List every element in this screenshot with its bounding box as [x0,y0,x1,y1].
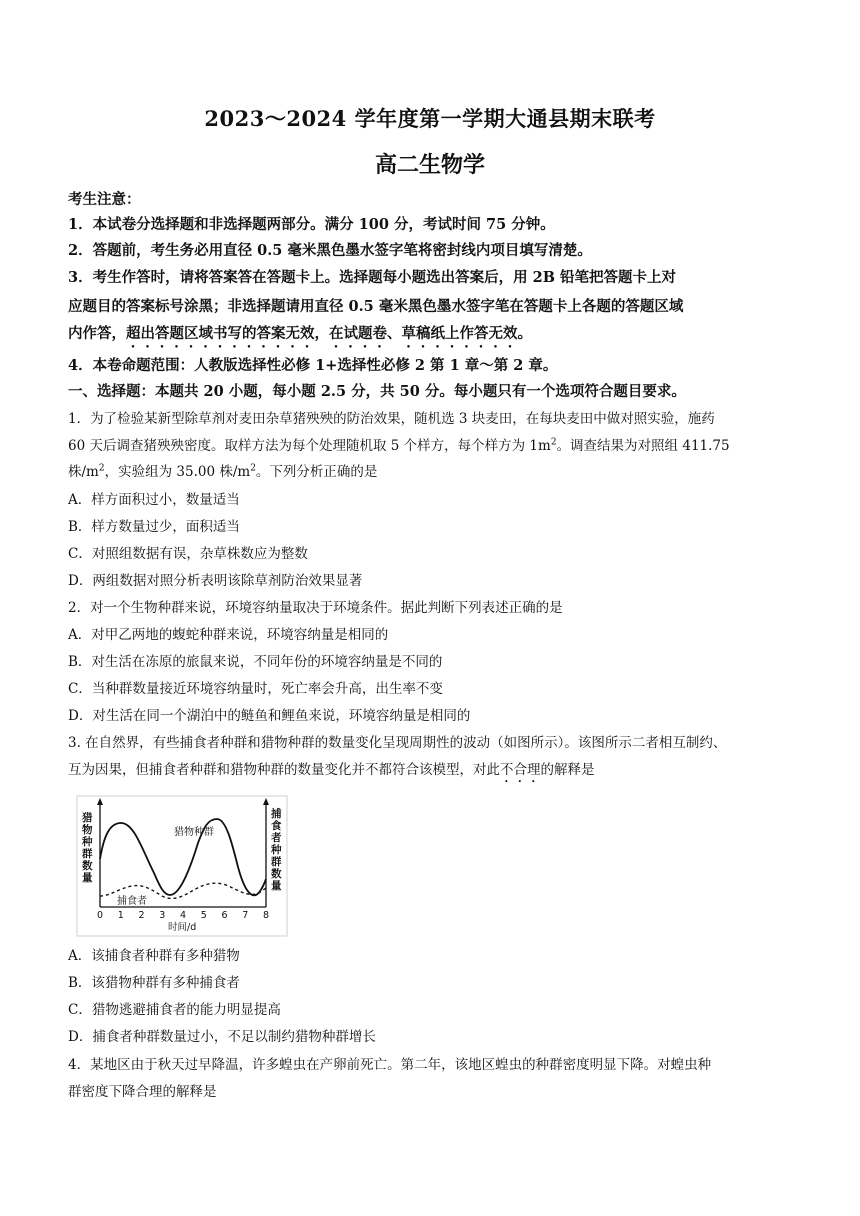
notice-item-1: 1．本试卷分选择题和非选择题两部分。满分 100 分，考试时间 75 分钟。 [68,216,555,233]
exam-subject: 高二生物学 [374,152,485,178]
q4-stem-line-1: 4．某地区由于秋天过早降温，许多蝗虫在产卵前死亡。第二年，该地区蝗虫的种群密度明显下降。对蝗虫种 [68,1057,712,1073]
notice-item-3-line-2: 应题目的答案标号涂黑；非选择题请用直径 0.5 毫米黑色墨水签字笔在答题卡上各题的答题区域 [68,298,684,315]
y-label-char: 数 [82,860,93,872]
predator-prey-figure [76,795,288,937]
left-y-axis-label [81,811,93,884]
notice-item-3-line-3 [68,324,798,351]
emphasized-word: 不合理 [500,762,541,778]
q1-text: 60 天后调查猪殃殃密度。取样方法为每个处理随机取 5 个样方，每个样方为 1m [68,438,551,454]
q3-option-d: D．捕食者种群数量过小，不足以制约猎物种群增长 [68,1029,376,1045]
q2-option-b: B．对生活在冻原的旅鼠来说，不同年份的环境容纳量是不同的 [68,654,443,670]
exam-title: 2023～2024 学年度第一学期大通县期末联考 [204,106,656,131]
y-label-char: 猎 [82,812,93,824]
q1-text: 株/m [68,464,99,480]
q2-option-c: C．当种群数量接近环境容纳量时，死亡率会升高，出生率不变 [68,681,443,697]
y-label-char: 群 [271,856,282,868]
q4-stem-line-2: 群密度下降合理的解释是 [68,1084,217,1100]
y-label-char: 数 [271,868,282,880]
q2-option-a: A．对甲乙两地的蝮蛇种群来说，环境容纳量是相同的 [68,627,389,643]
q2-option-d: D．对生活在同一个湖泊中的鲢鱼和鲤鱼来说，环境容纳量是相同的 [68,708,471,724]
y-label-char: 群 [82,848,93,860]
section-heading: 一、选择题：本题共 20 小题，每小题 2.5 分，共 50 分。每小题只有一个选项符合题目要求。 [68,383,686,400]
notice-item-2: 2．答题前，考生务必用直径 0.5 毫米黑色墨水签字笔将密封线内项目填写清楚。 [68,242,592,259]
q3-option-c: C．猎物逃避捕食者的能力明显提高 [68,1002,281,1018]
q2-stem: 2．对一个生物种群来说，环境容纳量取决于环境条件。据此判断下列表述正确的是 [68,600,563,616]
q1-option-d: D．两组数据对照分析表明该除草剂防治效果显著 [68,573,363,589]
superscript: 2 [98,463,105,474]
right-y-axis-label [270,807,282,892]
x-tick-label: 5 [200,910,207,921]
q1-stem-line-1: 1．为了检验某新型除草剂对麦田杂草猪殃殃的防治效果，随机选 3 块麦田，在每块麦田中做对照实验，施药 [68,411,715,427]
q1-option-a: A．样方面积过小，数量适当 [68,492,240,508]
notice-item-3-line-1: 3．考生作答时，请将答案答在答题卡上。选择题每小题选出答案后，用 2B 铅笔把答题卡上对 [68,269,677,286]
q3-text: 互为因果，但捕食者种群和猎物种群的数量变化并不都符合该模型，对此 [68,762,500,778]
q3-option-b: B．该猎物种群有多种捕食者 [68,975,240,991]
notice-item-4: 4．本卷命题范围：人教版选择性必修 1+选择性必修 2 第 1 章～第 2 章。 [68,357,558,374]
x-tick-labels [97,910,269,921]
notice-heading: 考生注意： [68,191,141,208]
q1-option-b: B．样方数量过少，面积适当 [68,519,240,535]
q1-text: ，实验组为 35.00 株/m [104,464,251,480]
x-axis-label: 时间/d [168,922,197,933]
q1-option-c: C．对照组数据有误，杂草株数应为整数 [68,546,308,562]
q3-stem-line-1: 3. 在自然界，有些捕食者种群和猎物种群的数量变化呈现周期性的波动（如图所示）。该图所示二者相互制约、 [68,735,727,751]
q1-text: 。调查结果为对照组 411.75 [556,438,730,454]
y-label-char: 量 [271,880,282,892]
y-label-char: 捕 [271,808,282,820]
y-label-char: 者 [271,832,282,844]
y-label-char: 食 [271,820,282,832]
q1-stem-line-2 [68,436,798,456]
y-label-char: 种 [271,844,282,856]
q3-stem-line-2 [68,760,798,786]
x-tick-label: 8 [263,910,270,921]
x-tick-label: 2 [138,910,145,921]
x-tick-label: 0 [97,910,104,921]
emphasized-warning: 超出答题区域书写的答案无效，在试题卷、草稿纸上作答无效 [126,325,518,342]
y-label-char: 物 [82,824,93,836]
predator-curve-label: 捕食者 [117,896,147,907]
superscript: 2 [250,463,256,474]
q1-stem-line-3 [68,462,798,482]
q3-text: 的解释是 [540,762,595,778]
notice-text: 。 [517,325,532,342]
superscript: 2 [550,437,557,448]
x-tick-label: 6 [221,910,228,921]
prey-curve-label: 猎物种群 [174,827,214,838]
y-label-char: 种 [82,836,93,848]
x-tick-label: 3 [159,910,166,921]
x-tick-label: 4 [180,910,187,921]
x-tick-label: 1 [117,910,124,921]
q1-text: 。下列分析正确的是 [255,464,378,480]
notice-text: 内作答， [68,325,126,342]
y-label-char: 量 [82,872,93,884]
q3-option-a: A．该捕食者种群有多种猎物 [68,948,240,964]
x-tick-label: 7 [242,910,249,921]
